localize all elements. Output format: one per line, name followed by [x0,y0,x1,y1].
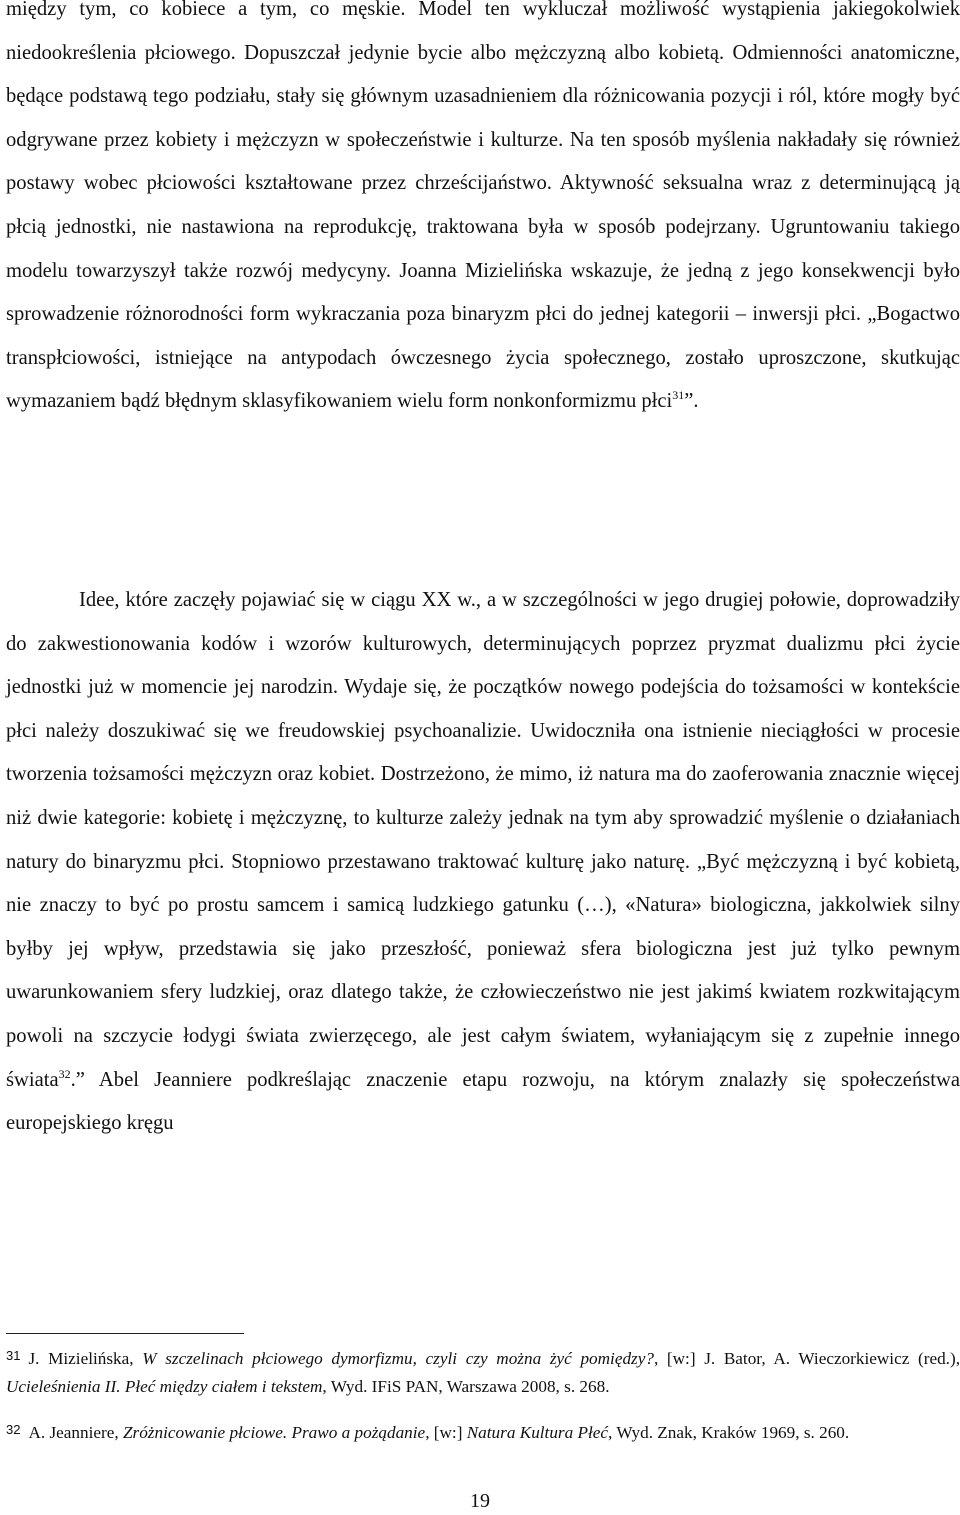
footnote-number: 31 [6,1348,21,1363]
footnote-mid: , [w:] J. Bator, A. Wieczorkiewicz (red.), [653,1349,960,1368]
footnote-author: A. Jeanniere, [28,1423,119,1442]
footnote-rest: , Wyd. IFiS PAN, Warszawa 2008, s. 268. [322,1377,610,1396]
footnote-rest: , Wyd. Znak, Kraków 1969, s. 260. [608,1423,850,1442]
body-paragraph-1 [6,0,960,424]
footnote-31 [6,1342,960,1401]
footnote-author: J. Mizielińska, [28,1349,134,1368]
footnote-number: 32 [6,1422,21,1437]
footnote-ref-31[interactable]: 31 [672,388,685,403]
footnote-source: Ucieleśnienia II. Płeć między ciałem i tekstem [6,1377,323,1396]
body-paragraph-2 [6,579,960,1146]
paragraph-2-tail: .” Abel Jeanniere podkreślając znaczenie etapu rozwoju, na którym znalazły się społeczeństwa europejskiego kręgu [6,1068,960,1135]
paragraph-1-tail: ”. [684,390,699,413]
paragraph-1-text: między tym, co kobiece a tym, co męskie. Model ten wykluczał możliwość wystąpienia jakiegokolwiek niedookreślenia płciowego. Dopuszczał jedynie bycie albo mężczyzną albo kobietą. Odmienności anatomiczne, będące podstawą tego podziału, stały się głównym uzasadnieniem dla różnicowania pozycji i ról, które mogły być odgrywane przez kobiety i mężczyzn w społeczeństwie i kulturze. Na ten sposób myślenia nakładały się również postawy wobec płciowości kształtowane przez chrześcijaństwo. Aktywność seksualna wraz z determinującą ją płcią jednostki, nie nastawiona na reprodukcję, traktowana była w sposób podejrzany. Ugruntowaniu takiego modelu towarzyszył także rozwój medycyny. Joanna Mizielińska wskazuje, że jedną z jego konsekwencji było sprowadzenie różnorodności form wykraczania poza binaryzm płci do jednej kategorii – inwersji płci. „Bogactwo transpłciowości, istniejące na antypodach ówczesnego życia społecznego, zostało uproszczone, skutkując wymazaniem bądź błędnym sklasyfikowaniem wielu form nonkonformizmu płci [6,0,960,413]
footnote-title: Zróżnicowanie płciowe. Prawo a pożądanie [122,1423,426,1442]
page-number: 19 [470,1490,490,1512]
footnote-32 [6,1416,960,1447]
footnote-separator [6,1333,244,1334]
footnote-title: W szczelinach płciowego dymorfizmu, czyli czy można żyć pomiędzy? [142,1349,654,1368]
paragraph-2-text: Idee, które zaczęły pojawiać się w ciągu XX w., a w szczególności w jego drugiej połowie, doprowadziły do zakwestionowania kodów i wzorów kulturowych, determinujących poprzez pryzmat dualizmu płci życie jednostki już w momencie jej narodzin. Wydaje się, że początków nowego podejścia do tożsamości w kontekście płci należy doszukiwać się we freudowskiej psychoanalizie. Uwidoczniła ona istnienie nieciągłości w procesie tworzenia tożsamości mężczyzn oraz kobiet. Dostrzeżono, że mimo, iż natura ma do zaoferowania znacznie więcej niż dwie kategorie: kobietę i mężczyznę, to kulturze zależy jednak na tym aby sprowadzić myślenie o działaniach natury do binaryzmu płci. Stopniowo przestawano traktować kulturę jako naturę. „Być mężczyzną i być kobietą, nie znaczy to być po prostu samcem i samicą ludzkiego gatunku (…), «Natura» biologiczna, jakkolwiek silny byłby jej wpływ, przedstawia się jako przeszłość, ponieważ sfera biologiczna jest już tylko pewnym uwarunkowaniem sfery ludzkiej, oraz dlatego także, że człowieczeństwo nie jest jakimś kwiatem rozkwitającym powoli na szczycie łodygi świata zwierzęcego, ale jest całym światem, wyłaniającym się z zupełnie innego świata [6,589,960,1091]
footnote-source: Natura Kultura Płeć [466,1423,609,1442]
footnote-ref-32[interactable]: 32 [58,1066,71,1081]
footnote-mid: , [w:] [425,1423,463,1442]
